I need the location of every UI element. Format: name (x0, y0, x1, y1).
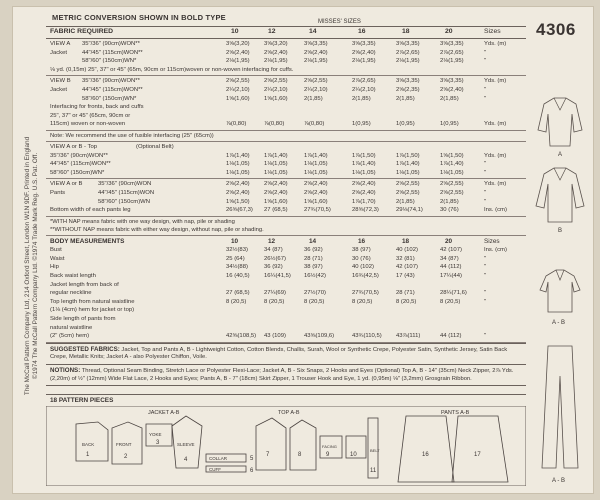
cell: 40 (102) (352, 264, 374, 271)
cell: 3⅝(3,35) (440, 41, 464, 47)
cell: ⅞(0,80) (226, 121, 247, 128)
cell: 2⅝(2,40) (352, 189, 376, 196)
body-row (46, 281, 526, 290)
fabric-row (46, 152, 526, 161)
cell: 8 (20,5) (396, 298, 417, 305)
label-facing: FACING (322, 444, 337, 449)
cell: 1⅝(1,50) (226, 198, 250, 205)
fabric-row (46, 95, 526, 104)
view-label: VIEW A or B - Top (50, 143, 98, 150)
view-label: VIEW A (50, 41, 71, 47)
body-measurements (46, 236, 526, 343)
unit: " (484, 198, 487, 205)
cell: 16¼(41,5) (264, 273, 291, 280)
cell: 2⅝(2,40) (304, 49, 328, 56)
cell: 2⅝(2,55) (304, 78, 328, 85)
piece-number: 7 (266, 452, 270, 458)
unit: Ins. (cm) (484, 207, 507, 214)
cell: 43 (109) (264, 333, 286, 340)
cell: 1⅝(1,60) (226, 95, 250, 102)
jacket-collar-line (554, 98, 566, 110)
cell: 34 (87) (264, 247, 283, 254)
fabric-row (46, 57, 526, 66)
row-label: 58"/60" (150cm)WN* (82, 95, 137, 102)
cell: 2(1,85) (440, 95, 459, 102)
size-12: 12 (268, 28, 276, 35)
cell: 27½(70) (304, 290, 326, 297)
fabric-title: FABRIC REQUIRED (50, 28, 114, 35)
cell: 2⅛(1,95) (304, 58, 328, 65)
fabric-row (46, 189, 526, 198)
cell: 28 (71) (396, 290, 415, 297)
view-ab-pants-block (46, 179, 526, 216)
bottom-width-row (46, 206, 526, 215)
piece-top-back (290, 420, 316, 470)
size-20: 20 (445, 28, 453, 35)
fabric-table (46, 19, 526, 386)
row-label: 44"/45" (115cm)WON** (50, 161, 111, 168)
body-row (46, 255, 526, 264)
label-b: B (558, 228, 563, 234)
cell: 1⅛(1,05) (226, 169, 250, 176)
pants-drawing (542, 346, 578, 468)
cell: 1⅞(1,40) (304, 152, 328, 159)
cell: 8 (20,5) (304, 298, 325, 305)
fabric-row (46, 169, 526, 178)
cell: 2(1,85) (396, 198, 415, 205)
body-row (46, 315, 526, 324)
cell: 38 (97) (304, 264, 323, 271)
body-row (46, 324, 526, 333)
row-label: 44"/45" (115cm)WON** (82, 49, 143, 56)
cell: 27 (68,5) (226, 290, 250, 297)
fabric-header (46, 19, 526, 39)
interfacing-row (46, 112, 526, 121)
cell: 3⅝(3,20) (264, 41, 288, 47)
cell: 26⅝(67,3) (226, 207, 253, 214)
cell: 3⅝(3,35) (440, 78, 464, 85)
cell: 2⅝(2,40) (226, 181, 250, 188)
illustration-svg (530, 96, 590, 486)
row-label: 35"/36" (90cm)WON** (82, 41, 140, 47)
top-drawing (540, 270, 580, 312)
pieces-diagram (46, 406, 526, 486)
label-front: FRONT (116, 442, 132, 447)
cell: 2(1,85) (440, 198, 459, 205)
piece-top-front (256, 418, 286, 470)
row-label: Jacket length from back of (50, 281, 119, 288)
label-ab-top: A - B (552, 320, 566, 326)
cell: 2⅝(2,40) (352, 181, 376, 188)
label-jacket: JACKET A-B (148, 410, 180, 416)
size-10: 10 (231, 28, 239, 35)
row-label: regular neckline (50, 290, 92, 297)
cell: 2⅝(2,55) (264, 78, 288, 85)
body-rows (46, 246, 526, 341)
cell: 27¾(70,5) (304, 207, 331, 214)
cell: 34½(88) (226, 264, 248, 271)
size-14: 14 (309, 237, 317, 245)
cell: 1⅞(1,40) (396, 161, 420, 168)
cell: 25 (64) (226, 255, 245, 262)
body-row (46, 289, 526, 298)
pattern-pieces (46, 394, 526, 487)
cell: 1⅝(1,50) (440, 152, 464, 159)
body-row (46, 332, 526, 341)
row-label: (1⅛ (4cm) hem for jacket or top) (50, 307, 135, 314)
metric-note: METRIC CONVERSION SHOWN IN BOLD TYPE (52, 13, 226, 22)
cell: 27 (68,5) (264, 207, 288, 214)
cell: 26½(67) (264, 255, 286, 262)
unit: " (484, 189, 487, 196)
cell: 2⅝(2,40) (304, 189, 328, 196)
piece-pants-front (398, 416, 454, 482)
view-label: VIEW B (50, 78, 71, 85)
piece-pants-back (452, 416, 508, 482)
label-top: TOP A-B (278, 410, 300, 416)
label-pants: PANTS A-B (441, 410, 470, 416)
label-collar: COLLAR (209, 456, 228, 461)
cell: 1(0,95) (440, 121, 459, 128)
cell: 16 (40,5) (226, 273, 250, 280)
cell: 8 (20,5) (264, 298, 285, 305)
fabric-row (46, 143, 526, 152)
body-header (46, 238, 526, 247)
row-label: 35"/36" (90cm)WON (98, 181, 152, 188)
label-belt: BELT (370, 448, 380, 453)
size-18: 18 (402, 237, 410, 245)
view-ab-top-block (46, 142, 526, 179)
cell: 2¼(2,10) (264, 86, 288, 93)
cell: 1⅞(1,40) (226, 152, 250, 159)
unit: " (484, 290, 487, 297)
cell: 2⅝(2,40) (226, 189, 250, 196)
cell: 42 (107) (440, 247, 462, 254)
piece-number: 1 (86, 452, 90, 458)
body-row (46, 272, 526, 281)
cell: ⅞(0,80) (264, 121, 285, 128)
cell: 1⅞(1,70) (352, 198, 376, 205)
row-label: Back waist length (50, 273, 96, 280)
cell: 2(1,85) (396, 95, 415, 102)
cell: 1⅛(1,05) (304, 169, 328, 176)
unit: " (484, 264, 487, 271)
fabric-row (46, 40, 526, 49)
part-label: Jacket (50, 49, 68, 56)
cell: 3⅝(3,35) (352, 41, 376, 47)
label-back: BACK (82, 442, 95, 447)
notions (46, 365, 526, 386)
cell: 32 (81) (396, 255, 415, 262)
cell: 1⅝(1,60) (264, 198, 288, 205)
body-row (46, 306, 526, 315)
piece-number: 2 (124, 454, 128, 460)
row-label: Top length from natural waistline (50, 298, 135, 305)
suggested-title: SUGGESTED FABRICS: (50, 345, 120, 353)
row-label: Hip (50, 264, 59, 271)
piece-number: 11 (370, 468, 377, 474)
cell: 2⅝(2,55) (226, 78, 250, 85)
size-10: 10 (231, 237, 239, 245)
part-label: Pants (50, 189, 66, 196)
cell: 1⅞(1,40) (264, 152, 288, 159)
interfacing-text: Interfacing for fronts, back and cuffs (50, 104, 144, 111)
size-12: 12 (268, 237, 276, 245)
notions-text: Thread, Optional Seam Binding, Stretch Lace or Polyester Flexi-Lace; Jacket A, B - Six Snaps, 2 Hooks and Eyes (Optional) Top A, B - 14" (35cm) Neck Zipper, 2⅞ Yds. (2,20m) of ½" (12mm) Wide Flat Lace, 2 Hooks and Eyes; Pants A, B - 7" (18cm) Skirt Zipper, 1 Trouser Hook and Eye, 1 yd. (0,95m) ⅛" (3,2mm) Grosgrain Ribbon. (50, 368, 514, 382)
cell: 34 (87) (440, 255, 459, 262)
size-20: 20 (445, 237, 453, 245)
cell: 2¼(2,10) (352, 86, 376, 93)
cell: 2¼(2,10) (304, 86, 328, 93)
cell: 8 (20,5) (226, 298, 247, 305)
body-row (46, 298, 526, 307)
cell: 2(1,85) (304, 95, 323, 102)
cell: 3⅝(3,35) (304, 41, 328, 47)
cell: 2¼(2,10) (226, 86, 250, 93)
garment-illustrations (530, 96, 590, 486)
unit: " (484, 333, 487, 340)
cell: 42 (107) (396, 264, 418, 271)
cell: 1⅞(1,40) (440, 161, 464, 168)
cell: 44 (112) (440, 333, 462, 340)
cell: 2⅛(1,95) (396, 58, 420, 65)
unit: Yds. (m) (484, 121, 507, 128)
cell: 1⅛(1,05) (304, 161, 328, 168)
fusible-note: Note: We recommend the use of fusible interfacing (25" (65cm)) (46, 131, 526, 142)
cell: 2⅝(2,55) (396, 181, 420, 188)
suggested-text: Jacket, Top and Pants A, B - Lightweight Cotton, Cotton Blends, Challis, Surah, Wool or Synthetic Crepe, Polyester Satin, Synthetic Jersey, Satin Back Crepe, Metallic Knits; Jacket A - also Polyester Chiffon, Voile. (50, 346, 508, 361)
cell: 1⅛(1,05) (264, 161, 288, 168)
cell: 28⅝(72,3) (352, 207, 379, 214)
interfacing-row (46, 66, 526, 75)
unit: Yds. (m) (484, 181, 507, 188)
cell: 27¾(70,5) (352, 290, 379, 297)
copyright-line-1: The McCall Pattern Company Ltd, 214 Oxford Street, London W1N 9DF. Printed in England (24, 136, 31, 396)
fabric-row (46, 49, 526, 58)
piece-number: 6 (250, 468, 254, 474)
cell: 2⅞(2,65) (440, 49, 464, 56)
cell: 17 (43) (396, 273, 415, 280)
part-label: Jacket (50, 86, 68, 93)
unit: Yds. (m) (484, 152, 507, 159)
cell: 1⅛(1,05) (396, 169, 420, 176)
cell: 3⅝(3,35) (396, 78, 420, 85)
label-cuff: CUFF (209, 467, 221, 472)
unit: " (484, 86, 487, 93)
pieces-title: 18 PATTERN PIECES (50, 397, 114, 404)
sizes-label: Sizes (484, 237, 500, 245)
row-label: Side length of pants from (50, 316, 116, 323)
piece-number: 5 (250, 456, 254, 462)
suggested-fabrics (46, 343, 526, 365)
cell: 2⅞(2,65) (396, 49, 420, 56)
cell: 1⅛(1,05) (352, 169, 376, 176)
cell: 43⅞(111) (396, 333, 421, 340)
unit: " (484, 49, 487, 56)
notions-title: NOTIONS: (50, 367, 81, 374)
size-16: 16 (358, 237, 366, 245)
interfacing-row (46, 103, 526, 112)
fabric-row (46, 180, 526, 189)
interfacing-text: ⅛ yd. (0,15m) 25", 37" or 45" (65m, 90cm or 115cm)woven or non-woven interfacing for cuffs. (50, 66, 294, 73)
label-a: A (558, 152, 563, 158)
cell: 1⅛(1,05) (226, 161, 250, 168)
fabric-row (46, 86, 526, 95)
cell: 2⅝(2,40) (226, 49, 250, 56)
unit: " (484, 58, 487, 65)
body-title: BODY MEASUREMENTS (50, 237, 125, 245)
unit: Yds. (m) (484, 78, 507, 85)
row-label: 58"/60" (150cm)WN (98, 198, 150, 205)
cell: 16½(42) (304, 273, 326, 280)
cell: 2⅞(2,65) (352, 78, 376, 85)
cell: 2⅛(1,95) (264, 58, 288, 65)
row-label: Waist (50, 255, 65, 262)
cell: 1⅝(1,60) (304, 198, 328, 205)
cell: 2⅝(2,40) (352, 49, 376, 56)
row-label: Bottom width of each pants leg (50, 207, 131, 214)
copyright-line-2: ©1974 The McCall Pattern Company Ltd. ©1974 Trade Mark Reg. U.S. Pat. Off. (32, 152, 39, 380)
cell: 29⅛(74,1) (396, 207, 423, 214)
cell: 16¾(42,5) (352, 273, 379, 280)
label-yoke: YOKE (149, 432, 162, 437)
cell: 1⅞(1,40) (352, 161, 376, 168)
view-b-block (46, 76, 526, 131)
interfacing-text: 25", 37" or 45" (65cm, 90cm or (50, 112, 131, 119)
nap-notes (46, 217, 526, 236)
piece-number: 3 (156, 440, 160, 446)
unit: " (484, 95, 487, 102)
unit: Yds. (m) (484, 41, 507, 47)
cell: 27¼(69) (264, 290, 286, 297)
unit: " (484, 273, 487, 280)
fabric-row (46, 160, 526, 169)
cell: 3⅝(3,35) (396, 41, 420, 47)
cell: 2⅝(2,40) (264, 181, 288, 188)
piece-number: 10 (350, 452, 357, 458)
row-label: natural waistline (50, 324, 93, 331)
cell: 2⅝(2,55) (440, 189, 464, 196)
fabric-row (46, 198, 526, 207)
piece-number: 9 (326, 452, 330, 458)
fabric-row (46, 77, 526, 86)
piece-number: 4 (184, 457, 188, 463)
view-label: VIEW A or B (50, 181, 83, 188)
row-label: 35"/36" (90cm)WON** (82, 78, 140, 85)
cell: 38 (97) (352, 247, 371, 254)
cell: 43¾(110,5) (352, 333, 382, 340)
cell: 2⅛(1,95) (440, 58, 464, 65)
cell: 36 (92) (304, 247, 323, 254)
cell: 42⅝(108,5) (226, 333, 257, 340)
piece-number: 17 (474, 452, 481, 458)
cell: 1⅞(1,50) (352, 152, 376, 159)
cell: 32½(83) (226, 247, 248, 254)
cell: 2⅝(2,55) (396, 189, 420, 196)
cell: ⅞(0,80) (304, 121, 325, 128)
cell: 1⅞(1,50) (396, 152, 420, 159)
row-label: 35"/36" (90cm)WON** (50, 152, 108, 159)
cell: 2⅝(2,40) (264, 49, 288, 56)
unit: " (484, 169, 487, 176)
body-row (46, 263, 526, 272)
interfacing-row (46, 120, 526, 129)
unit: " (484, 255, 487, 262)
sizes-label: Sizes (484, 28, 501, 35)
cell: 44 (112) (440, 264, 462, 271)
row-label: 58"/60" (150cm)WN* (82, 58, 137, 65)
label-ab-pants: A - B (552, 478, 566, 484)
cell: 2⅝(2,40) (304, 181, 328, 188)
unit: " (484, 298, 487, 305)
optional-label: (Optional Belt) (136, 143, 174, 150)
view-a-block (46, 39, 526, 76)
row-label: (2" (5cm) hem) (50, 333, 90, 340)
cell: 30 (76) (440, 207, 459, 214)
cell: 1⅛(1,05) (264, 169, 288, 176)
cell: 30 (76) (352, 255, 371, 262)
row-label: 44"/45" (115cm)WON** (82, 86, 143, 93)
size-14: 14 (309, 28, 317, 35)
jacket-a-drawing (538, 98, 582, 146)
cell: 8 (20,5) (352, 298, 373, 305)
unit: Ins. (cm) (484, 247, 507, 254)
piece-number: 8 (298, 452, 302, 458)
cell: 1⅝(1,60) (264, 95, 288, 102)
row-label: Bust (50, 247, 62, 254)
piece-number: 16 (422, 452, 429, 458)
size-18: 18 (402, 28, 410, 35)
cell: 8 (20,5) (440, 298, 461, 305)
misses-label: MISSES' SIZES (318, 19, 361, 25)
row-label: 58"/60" (150cm)WN* (50, 169, 105, 176)
size-16: 16 (358, 28, 366, 35)
interfacing-text: 115cm) woven or non-woven (50, 121, 126, 128)
cell: 3⅝(3,20) (226, 41, 250, 47)
cell: 36 (92) (264, 264, 283, 271)
cell: 1⅛(1,05) (440, 169, 464, 176)
with-nap-note: *WITH NAP means fabric with one way design, with nap, pile or shading (50, 218, 235, 225)
cell: 2⅝(2,35) (396, 86, 420, 93)
cell: 17¼(44) (440, 273, 462, 280)
cell: 1(0,95) (396, 121, 415, 128)
row-label: 44"/45" (115cm)WON (98, 189, 155, 196)
body-row (46, 246, 526, 255)
cell: 2⅛(1,95) (352, 58, 376, 65)
cell: 40 (102) (396, 247, 418, 254)
cell: 43⅝(109,6) (304, 333, 335, 340)
cell: 28¼(71,6) (440, 290, 467, 297)
unit: " (484, 161, 487, 168)
without-nap-note: **WITHOUT NAP means fabric with either way design, without nap, pile or shading. (50, 226, 264, 233)
cell: 2⅝(2,40) (264, 189, 288, 196)
cell: 2⅝(2,40) (440, 86, 464, 93)
cell: 1(0,95) (352, 121, 371, 128)
top-neck (556, 270, 564, 280)
cell: 2⅝(2,55) (440, 181, 464, 188)
jacket-b-collar (554, 168, 566, 180)
cell: 2(1,85) (352, 95, 371, 102)
jacket-b-drawing (536, 168, 584, 222)
cell: 2⅛(1,95) (226, 58, 250, 65)
cell: 28 (71) (304, 255, 323, 262)
label-sleeve: SLEEVE (177, 442, 195, 447)
pattern-number: 4306 (536, 20, 576, 39)
